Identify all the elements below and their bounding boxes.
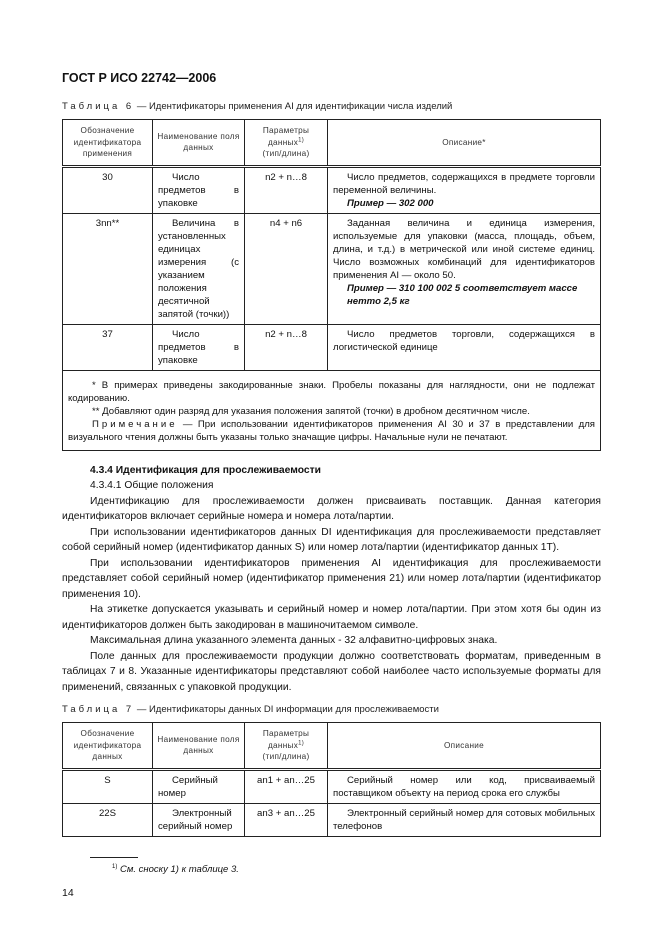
cell-name: Величина в установленных единицах измерения (с указанием положения десятичной запятой (точки)) xyxy=(153,213,245,324)
cell-params: an1 + an…25 xyxy=(245,769,328,803)
table7-caption-text: — Идентификаторы данных DI информации для прослеживаемости xyxy=(136,704,439,715)
cell-params: n2 + n…8 xyxy=(245,324,328,370)
example-text: Пример — 310 100 002 5 соответствует массе нетто 2,5 кг xyxy=(347,282,578,307)
paragraph: Максимальная длина указанного элемента данных - 32 алфавитно-цифровых знака. xyxy=(90,635,498,646)
col-header-params: Параметры данных$^{1)}$ (тип/длина) xyxy=(245,120,328,167)
table-notes xyxy=(63,370,601,450)
cell-desc: Заданная величина и единица измерения, используемые для упаковки (масса, площадь, объем, длина, и т.д.) в метрической или иной системе единиц. Число возможных комбинаций для идентификаторов применения AI — около 50. Пример — 310 100 002 5 соответствует массе нетто 2,5 кг xyxy=(328,213,601,324)
table6-caption-text: — Идентификаторы применения AI для идентификации числа изделий xyxy=(136,101,453,112)
col-header-name: Наименование поля данных xyxy=(153,723,245,770)
table6-caption-prefix: Таблица 6 xyxy=(62,101,135,112)
document-header: ГОСТ Р ИСО 22742—2006 xyxy=(62,71,217,85)
cell-desc: Серийный номер или код, присваиваемый поставщиком объекту на период срока его службы xyxy=(328,769,601,803)
cell-desc: Электронный серийный номер для сотовых мобильных телефонов xyxy=(328,803,601,836)
col-header-desc: Описание* xyxy=(328,120,601,167)
table7-caption-prefix: Таблица 7 xyxy=(62,704,135,715)
subsection-heading: 4.3.4.1 Общие положения xyxy=(90,480,214,491)
footnote: $^{1)}$ См. сноску 1) к таблице 3. xyxy=(112,863,239,875)
table-row xyxy=(63,769,601,803)
footnote-double-star: ** Добавляют один разряд для указания положения запятой (точки) в дробном десятичном числе. xyxy=(92,405,530,417)
paragraph: При использовании идентификаторов применения AI идентификация для прослеживаемости представляет собой серийный номер (идентификатор применения 21) или номер лота/партии (идентификатор применения 10). xyxy=(62,557,601,600)
cell-desc: Число предметов торговли, содержащихся в логистической единице xyxy=(328,324,601,370)
section-body xyxy=(62,463,601,696)
paragraph: На этикетке допускается указывать и серийный номер и номер лота/партии. При этом хотя бы один из идентификаторов должен быть закодирован в машиночитаемом символе. xyxy=(62,604,601,631)
cell-name: Электронный серийный номер xyxy=(153,803,245,836)
table-row xyxy=(63,803,601,836)
table-header-row xyxy=(63,120,601,167)
table7-caption xyxy=(62,703,601,716)
cell-name: Серийный номер xyxy=(153,769,245,803)
cell-desc: Число предметов, содержащихся в предмете торговли переменной величины. Пример — 302 000 xyxy=(328,166,601,213)
col-header-code: Обозначение идентификатора данных xyxy=(63,723,153,770)
table-row xyxy=(63,166,601,213)
cell-code: 22S xyxy=(63,803,153,836)
table-6 xyxy=(62,119,601,451)
table-header-row xyxy=(63,723,601,770)
table-row xyxy=(63,324,601,370)
cell-code: 30 xyxy=(63,166,153,213)
table-7 xyxy=(62,722,601,837)
cell-params: n4 + n6 xyxy=(245,213,328,324)
footnote-divider xyxy=(90,857,138,858)
paragraph: Поле данных для прослеживаемости продукции должно соответствовать форматам, приведенным в таблицах 7 и 8. Указанные идентификаторы представляют собой наиболее часто используемые форматы для применений, связанных с упаковкой продукции. xyxy=(62,650,601,693)
footnote-star: * В примерах приведены закодированные знаки. Пробелы показаны для наглядности, они не подлежат кодированию. xyxy=(68,379,595,404)
col-header-params: Параметры данных$^{1)}$ (тип/длина) xyxy=(245,723,328,770)
cell-name: Число предметов в упаковке xyxy=(153,166,245,213)
section-heading: 4.3.4 Идентификация для прослеживаемости xyxy=(90,464,321,476)
col-header-code: Обозначение идентификатора применения xyxy=(63,120,153,167)
table-note: Примечание — При использовании идентификаторов применения AI 30 и 37 в представлении для визуального чтения должны быть указаны только значащие цифры. Начальные нули не печатают. xyxy=(68,418,595,443)
paragraph: При использовании идентификаторов данных DI идентификация для прослеживаемости представляет собой серийный номер (идентификатор данных S) или номер лота/партии (идентификатор данных 1T). xyxy=(62,526,601,553)
example-text: Пример — 302 000 xyxy=(347,197,434,209)
page-number: 14 xyxy=(62,886,74,899)
table6-caption xyxy=(62,100,601,113)
paragraph: Идентификацию для прослеживаемости должен присваивать поставщик. Данная категория идентификаторов включает серийные номера и номера лота/партии. xyxy=(62,495,601,522)
table-row xyxy=(63,213,601,324)
cell-params: an3 + an…25 xyxy=(245,803,328,836)
col-header-desc: Описание xyxy=(328,723,601,770)
cell-name: Число предметов в упаковке xyxy=(153,324,245,370)
cell-code: S xyxy=(63,769,153,803)
cell-code: 37 xyxy=(63,324,153,370)
cell-code: 3nn** xyxy=(63,213,153,324)
cell-params: n2 + n…8 xyxy=(245,166,328,213)
col-header-name: Наименование поля данных xyxy=(153,120,245,167)
